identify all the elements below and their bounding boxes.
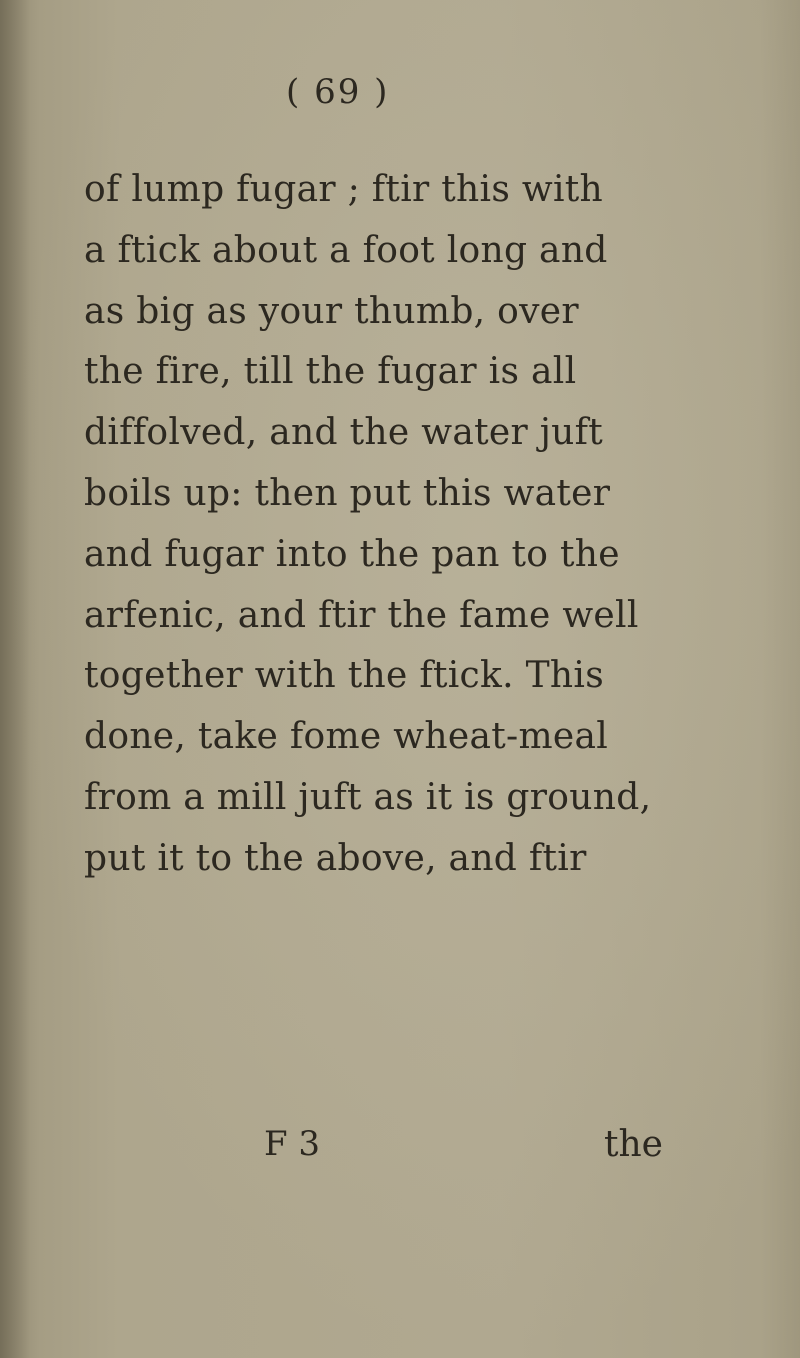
- text-line: of lump fugar ; ftir this with: [84, 169, 604, 210]
- text-line: as big as your thumb, over: [84, 290, 579, 332]
- text-line: from a mill juft as it is ground,: [84, 776, 652, 818]
- text-line: and fugar into the pan to the: [84, 533, 620, 575]
- text-line: together with the ftick. This: [84, 655, 604, 697]
- text-line: the fire, till the fugar is all: [84, 351, 577, 393]
- text-line: diffolved, and the water juft: [84, 412, 604, 454]
- text-line: arfenic, and ftir the fame well: [84, 594, 639, 636]
- text-line: put it to the above, and ftir: [84, 837, 587, 879]
- text-line: done, take fome wheat-meal: [84, 716, 609, 758]
- text-line: boils up: then put this water: [84, 472, 611, 514]
- signature-mark: F 3: [264, 1124, 321, 1164]
- page-number: ( 69 ): [286, 72, 390, 112]
- text-line: a ftick about a foot long and: [84, 229, 608, 271]
- body-text: [84, 160, 704, 890]
- page-edge-shadow: [0, 0, 30, 1358]
- catchword: the: [604, 1124, 663, 1165]
